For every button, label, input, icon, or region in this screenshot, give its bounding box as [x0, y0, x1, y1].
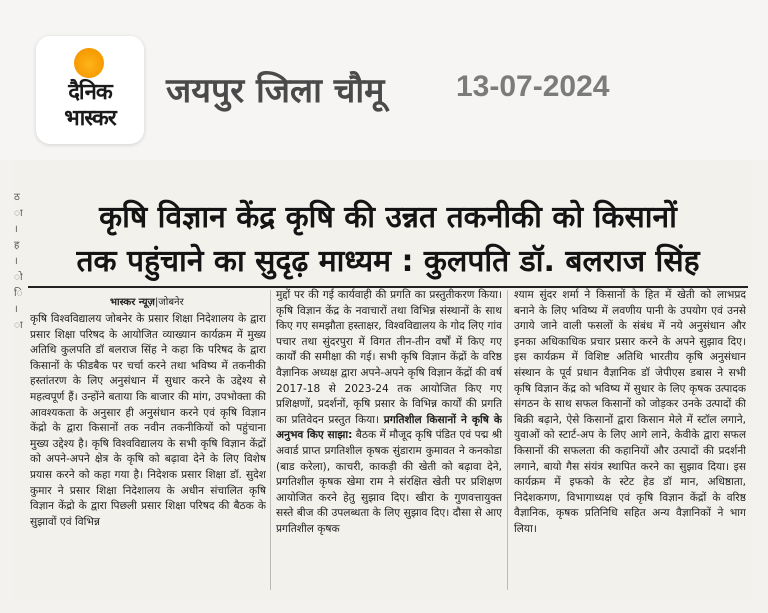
byline-place: |जोबनेर — [154, 297, 184, 308]
column-divider — [270, 290, 271, 590]
cut-edge-text: ठ ा । ह । ो ि । ा — [14, 192, 23, 331]
edition-date: 13-07-2024 — [456, 70, 610, 103]
logo-text-line1: दैनिक — [68, 80, 112, 105]
image-header — [0, 0, 768, 160]
article-column-1: कृषि विश्वविद्यालय जोबनेर के प्रसार शिक्षा निदेशालय के द्वारा प्रसार शिक्षा परिषद के आयोजित व्याख्यान कार्यक्रम में मुख्य अतिथि कुलपति डॉ बलराज सिंह ने कहा कि परिषद के द्वारा किसानों के फीडबैक पर चर्चा करने तथा भविष्य में तकनीकी हस्तांतरण के लिए अनुसंधान में सुधार करने के उद्देश्य से महत्वपूर्ण हैं। उन्होंने बताया कि बाजार की मांग, उपभोक्ता की आवश्यकता के अनुसार ही अनुसंधान करने एवं कृषि विज्ञान केंद्रो के द्वारा किसानों तक नवीन तकनीकियों को पहुंचाना मुख्य उद्देश्य है। कृषि विश्वविद्यालय के सभी कृषि विज्ञान केंद्रों को अपने-अपने क्षेत्र के कृषि को बढ़ावा देने के लिए विशेष प्रयास करने को कहा गया है। निदेशक प्रसार शिक्षा डॉ. सुदेश कुमार ने प्रसार शिक्षा निदेशालय के अधीन संचालित कृषि विज्ञान केंद्रो के द्वारा पिछली प्रसार शिक्षा परिषद की बैठक के सुझावों एवं विभिन्न — [30, 313, 266, 528]
column-2-text-a: मुद्दों पर की गई कार्यवाही की प्रगति का प्रस्तुतीकरण किया। कृषि विज्ञान केंद्र के नवाचारों तथा विभिन्न संस्थानों के साथ किए गए समझौता हस्ताक्षर, विश्वविद्यालय के गोद लिए गांव पचार तथा सुंदरपुरा में विगत तीन-तीन वर्षों में किए गए कार्यों की समीक्षा की गई। सभी कृषि विज्ञान केंद्रों के वरिष्ठ वैज्ञानिक अध्यक्ष द्वारा अपने-अपने कृषि विज्ञान केंद्रों की वर्ष 2017-18 से 2023-24 तक आयोजित किए गए प्रशिक्षणों, प्रदर्शनों, कृषि प्रसार के विभिन्न कार्यों की प्रगति का प्रतिवेदन प्रस्तुत किया। — [276, 289, 502, 426]
edition-location: जयपुर जिला चौमू — [166, 71, 385, 111]
logo-text-line2: भास्कर — [64, 106, 116, 131]
sun-icon — [74, 48, 104, 78]
dainik-bhaskar-logo — [36, 36, 144, 144]
byline-source: भास्कर न्यूज़ — [110, 297, 155, 308]
newspaper-clipping — [14, 160, 752, 600]
article-headline — [32, 196, 744, 284]
article-column-2 — [276, 288, 502, 598]
article-column-3: श्याम सुंदर शर्मा ने किसानों के हित में खेती को लाभप्रद बनाने के लिए भविष्य में लवणीय पानी के उपयोग एवं उनसे उगाये जाने वाली फसलों के संबंध में नये अनुसंधान और इनका अधिकाधिक प्रचार प्रसार करने के अपने सुझाव दिए। इस कार्यक्रम में विशिष्ट अतिथि भारतीय कृषि अनुसंधान संस्थान के पूर्व प्रधान वैज्ञानिक डॉ जेपीएस डबास ने सभी कृषि विज्ञान केंद्र को भविष्य में सुधार के लिए कृषक उत्पादक संगठन के साथ सफल किसानों को जोड़कर उनके उत्पादों की बिक्री बढ़ाने, ऐसे किसानों द्वारा किसान मेले में स्टॉल लगाने, युवाओं को स्टार्ट-अप के लिए आगे लाने, केवीके द्वारा सफल किसानों की सफलता की कहानियों और उत्पादों की प्रदर्शनी लगाने, बायो गैस संयंत्र स्थापित करने का सुझाव दिया। इस कार्यक्रम में इफको के स्टेट हेड डॉ मान, अधिष्ठाता, निदेशकगण, विभागाध्यक्ष एवं कृषि विज्ञान केंद्रों के वरिष्ठ वैज्ञानिक, कृषक प्रतिनिधि सहित अन्य वैज्ञानिकों ने भाग लिया। — [514, 289, 746, 535]
subheading: प्रगतिशील किसानों ने कृषि के अनुभव किए साझा: — [276, 413, 502, 442]
headline-line-2: तक पहुंचाने का सुदृढ़ माध्यम : कुलपति डॉ. बलराज सिंह — [76, 244, 700, 279]
column-2-text-b: बैठक में मौजूद कृषि पंडित एवं पद्म श्री अवार्ड प्राप्त प्रगतिशील कृषक सुंडाराम कुमावत ने कनकोडा (बाड करेला), काचरी, काकड़ी की खेती को बढ़ावा देने, प्रगतिशील कृषक खेमा राम ने संरक्षित खेती पर प्रशिक्षण आयोजित करने हेतु सुझाव दिए। खीरा के गुणवत्तायुक्त सस्ते बीज की उपलब्धता के लिए सुझाव दिए। दौसा से आए प्रगतिशील कृषक — [276, 429, 502, 535]
column-divider — [507, 290, 508, 590]
byline — [110, 294, 184, 308]
headline-line-1: कृषि विज्ञान केंद्र कृषि की उन्नत तकनीकी को किसानों — [99, 200, 677, 235]
